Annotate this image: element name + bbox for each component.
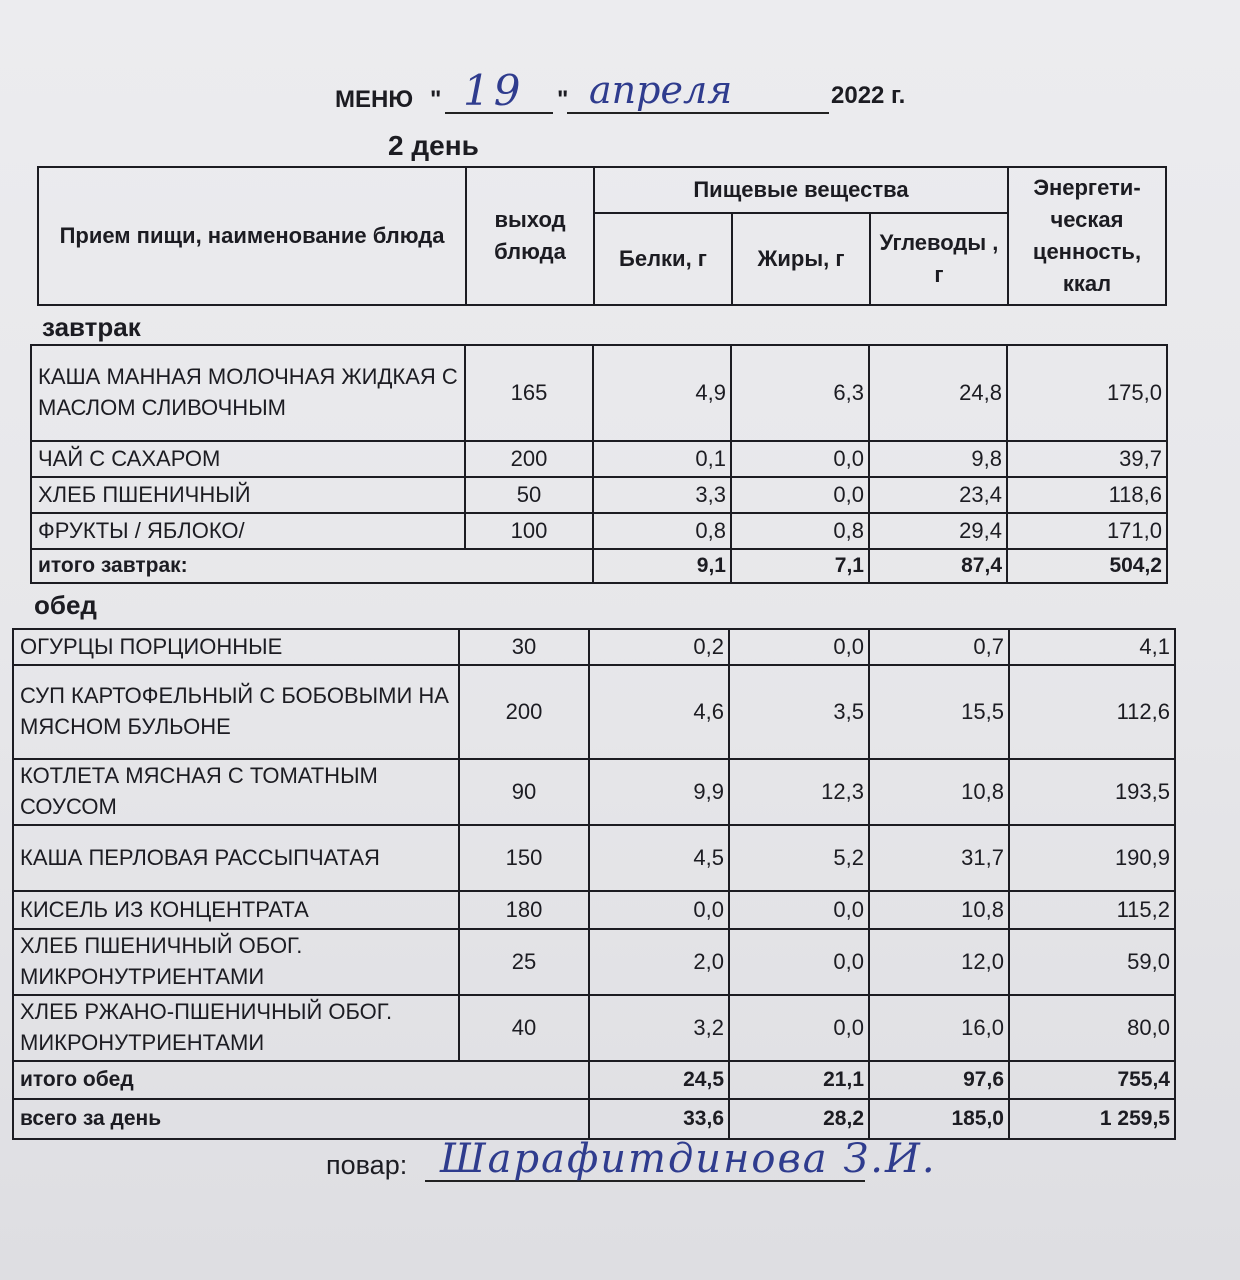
- day-total-fats: 28,2: [729, 1099, 869, 1139]
- total-energy: 504,2: [1007, 549, 1167, 583]
- col-header-carbs: Углеводы , г: [870, 213, 1008, 305]
- col-header-energy: Энергети- ческая ценность, ккал: [1008, 167, 1166, 305]
- dish-proteins: 0,0: [589, 891, 729, 929]
- header-table: [37, 166, 1167, 306]
- dish-fats: 6,3: [731, 345, 869, 441]
- dish-carbs: 10,8: [869, 891, 1009, 929]
- dish-carbs: 29,4: [869, 513, 1007, 549]
- dish-carbs: 0,7: [869, 629, 1009, 665]
- dish-carbs: 10,8: [869, 759, 1009, 825]
- dish-carbs: 23,4: [869, 477, 1007, 513]
- day-total-label: всего за день: [13, 1099, 589, 1139]
- dish-energy: 190,9: [1009, 825, 1175, 891]
- col-header-fats: Жиры, г: [732, 213, 870, 305]
- table-row: [13, 929, 1175, 995]
- table-row: [31, 513, 1167, 549]
- dish-name: ХЛЕБ РЖАНО-ПШЕНИЧНЫЙ ОБОГ. МИКРОНУТРИЕНТАМИ: [13, 995, 459, 1061]
- dish-output: 25: [459, 929, 589, 995]
- dish-carbs: 9,8: [869, 441, 1007, 477]
- day-total-energy: 1 259,5: [1009, 1099, 1175, 1139]
- year-label: 2022 г.: [831, 82, 906, 109]
- table-row: [31, 345, 1167, 441]
- dish-proteins: 2,0: [589, 929, 729, 995]
- dish-fats: 5,2: [729, 825, 869, 891]
- dish-name: ХЛЕБ ПШЕНИЧНЫЙ: [31, 477, 465, 513]
- lunch-table: [12, 628, 1176, 1140]
- dish-energy: 39,7: [1007, 441, 1167, 477]
- total-energy: 755,4: [1009, 1061, 1175, 1099]
- col-header-nutrients: Пищевые вещества: [594, 167, 1008, 213]
- table-row: [13, 891, 1175, 929]
- col-header-output: выход блюда: [466, 167, 594, 305]
- dish-fats: 0,0: [731, 477, 869, 513]
- dish-energy: 175,0: [1007, 345, 1167, 441]
- dish-output: 165: [465, 345, 593, 441]
- day-total-proteins: 33,6: [589, 1099, 729, 1139]
- dish-name: ЧАЙ С САХАРОМ: [31, 441, 465, 477]
- dish-proteins: 4,6: [589, 665, 729, 759]
- total-proteins: 9,1: [593, 549, 731, 583]
- dish-output: 200: [459, 665, 589, 759]
- dish-carbs: 24,8: [869, 345, 1007, 441]
- dish-name: СУП КАРТОФЕЛЬНЫЙ С БОБОВЫМИ НА МЯСНОМ БУЛЬОНЕ: [13, 665, 459, 759]
- lunch-total-row: [13, 1061, 1175, 1099]
- menu-label: МЕНЮ: [335, 86, 414, 113]
- quote-close: ": [557, 86, 569, 113]
- table-row: [13, 825, 1175, 891]
- breakfast-table: [30, 344, 1168, 584]
- breakfast-total-row: [31, 549, 1167, 583]
- dish-proteins: 4,5: [589, 825, 729, 891]
- dish-output: 90: [459, 759, 589, 825]
- day-field: [445, 66, 553, 115]
- dish-proteins: 0,1: [593, 441, 731, 477]
- dish-fats: 0,0: [729, 891, 869, 929]
- dish-energy: 171,0: [1007, 513, 1167, 549]
- section-lunch-title: обед: [34, 590, 97, 620]
- total-fats: 21,1: [729, 1061, 869, 1099]
- dish-name: ОГУРЦЫ ПОРЦИОННЫЕ: [13, 629, 459, 665]
- table-row: [13, 995, 1175, 1061]
- dish-energy: 80,0: [1009, 995, 1175, 1061]
- dish-fats: 3,5: [729, 665, 869, 759]
- dish-name: ФРУКТЫ / ЯБЛОКО/: [31, 513, 465, 549]
- dish-proteins: 3,3: [593, 477, 731, 513]
- dish-name: КИСЕЛЬ ИЗ КОНЦЕНТРАТА: [13, 891, 459, 929]
- dish-proteins: 9,9: [589, 759, 729, 825]
- dish-energy: 118,6: [1007, 477, 1167, 513]
- dish-name: ХЛЕБ ПШЕНИЧНЫЙ ОБОГ. МИКРОНУТРИЕНТАМИ: [13, 929, 459, 995]
- dish-carbs: 16,0: [869, 995, 1009, 1061]
- dish-proteins: 3,2: [589, 995, 729, 1061]
- dish-output: 30: [459, 629, 589, 665]
- dish-output: 200: [465, 441, 593, 477]
- total-label: итого завтрак:: [31, 549, 593, 583]
- dish-fats: 0,0: [729, 995, 869, 1061]
- table-row: [13, 629, 1175, 665]
- dish-output: 50: [465, 477, 593, 513]
- dish-fats: 0,8: [731, 513, 869, 549]
- table-row: [13, 759, 1175, 825]
- section-breakfast-title: завтрак: [42, 312, 141, 342]
- table-row: [13, 665, 1175, 759]
- dish-fats: 0,0: [729, 929, 869, 995]
- total-fats: 7,1: [731, 549, 869, 583]
- day-handwritten: 19: [463, 66, 525, 115]
- cook-signature: Шарафитдинова З.И.: [440, 1136, 937, 1182]
- day-total-row: [13, 1099, 1175, 1139]
- total-carbs: 97,6: [869, 1061, 1009, 1099]
- dish-carbs: 31,7: [869, 825, 1009, 891]
- dish-energy: 59,0: [1009, 929, 1175, 995]
- total-proteins: 24,5: [589, 1061, 729, 1099]
- total-label: итого обед: [13, 1061, 589, 1099]
- dish-fats: 0,0: [731, 441, 869, 477]
- dish-name: КАША МАННАЯ МОЛОЧНАЯ ЖИДКАЯ С МАСЛОМ СЛИВОЧНЫМ: [31, 345, 465, 441]
- table-row: [31, 441, 1167, 477]
- dish-proteins: 0,8: [593, 513, 731, 549]
- total-carbs: 87,4: [869, 549, 1007, 583]
- dish-carbs: 15,5: [869, 665, 1009, 759]
- quote-open: ": [430, 86, 442, 113]
- dish-output: 40: [459, 995, 589, 1061]
- dish-energy: 193,5: [1009, 759, 1175, 825]
- dish-name: КАША ПЕРЛОВАЯ РАССЫПЧАТАЯ: [13, 825, 459, 891]
- day-total-carbs: 185,0: [869, 1099, 1009, 1139]
- dish-output: 100: [465, 513, 593, 549]
- dish-proteins: 4,9: [593, 345, 731, 441]
- dish-energy: 4,1: [1009, 629, 1175, 665]
- dish-fats: 12,3: [729, 759, 869, 825]
- dish-output: 150: [459, 825, 589, 891]
- cook-label: повар:: [326, 1150, 408, 1180]
- dish-energy: 115,2: [1009, 891, 1175, 929]
- dish-fats: 0,0: [729, 629, 869, 665]
- month-field: [567, 68, 829, 114]
- month-handwritten: апреля: [589, 68, 733, 112]
- dish-output: 180: [459, 891, 589, 929]
- col-header-meal-name: Прием пищи, наименование блюда: [38, 167, 466, 305]
- dish-energy: 112,6: [1009, 665, 1175, 759]
- day-number-label: 2 день: [388, 130, 479, 161]
- dish-name: КОТЛЕТА МЯСНАЯ С ТОМАТНЫМ СОУСОМ: [13, 759, 459, 825]
- table-row: [31, 477, 1167, 513]
- menu-title: [335, 66, 935, 124]
- dish-carbs: 12,0: [869, 929, 1009, 995]
- col-header-proteins: Белки, г: [594, 213, 732, 305]
- dish-proteins: 0,2: [589, 629, 729, 665]
